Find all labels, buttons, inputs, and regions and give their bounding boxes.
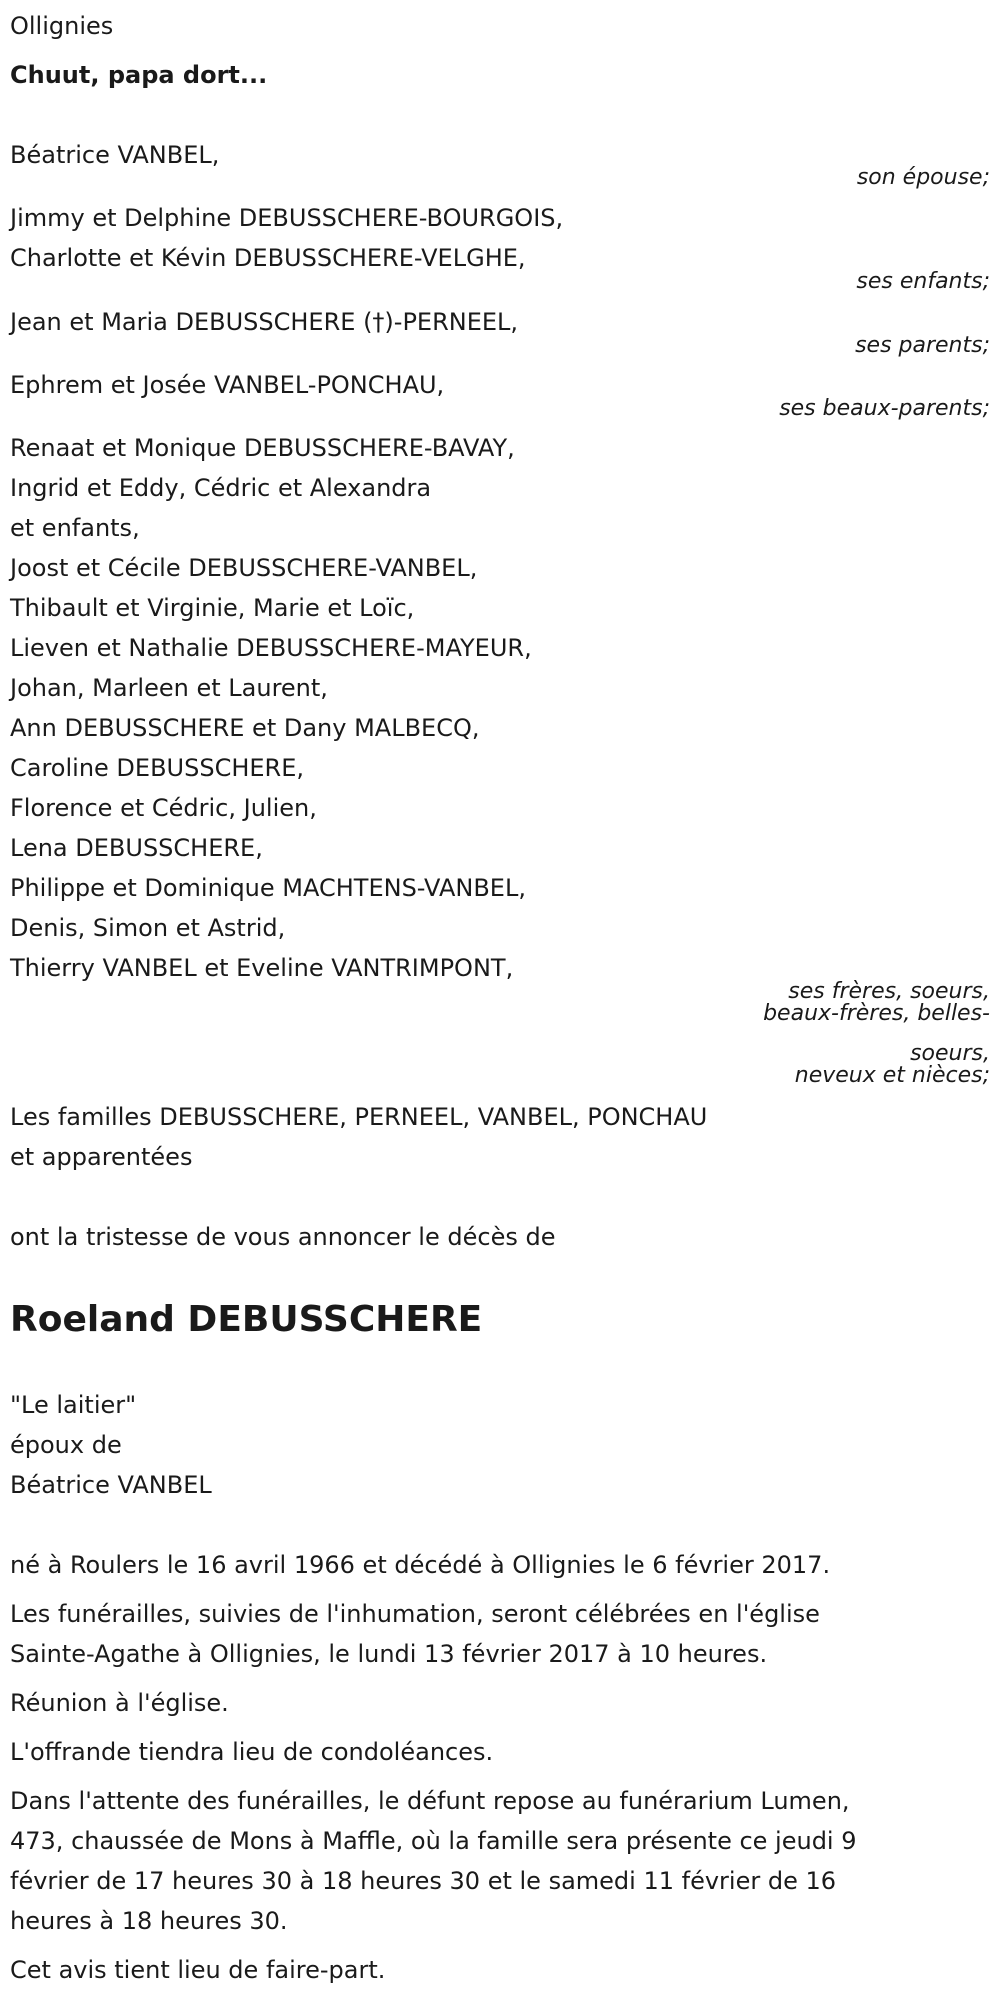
visitation-line: Dans l'attente des funérailles, le défunt repose au funérarium Lumen, [10, 1787, 850, 1815]
in-laws-role: ses beaux-parents; [779, 396, 990, 421]
spouse-name: Béatrice VANBEL [10, 1471, 212, 1499]
location: Ollignies [10, 12, 114, 40]
families-line: Les familles DEBUSSCHERE, PERNEEL, VANBEL, PONCHAU [10, 1103, 708, 1131]
sibling-line: Caroline DEBUSSCHERE, [10, 754, 305, 782]
siblings-role-line: neveux et nièces; [794, 1063, 990, 1088]
sibling-line: Denis, Simon et Astrid, [10, 914, 286, 942]
sibling-line: Johan, Marleen et Laurent, [10, 674, 328, 702]
sibling-line: Lieven et Nathalie DEBUSSCHERE-MAYEUR, [10, 634, 532, 662]
deceased-name: Roeland DEBUSSCHERE [10, 1299, 483, 1340]
sibling-line: Florence et Cédric, Julien, [10, 794, 317, 822]
wife-role: son épouse; [856, 165, 990, 190]
birth-death: né à Roulers le 16 avril 1966 et décédé à Ollignies le 6 février 2017. [10, 1551, 831, 1579]
sibling-line: Thierry VANBEL et Eveline VANTRIMPONT, [10, 954, 514, 982]
sibling-line: Philippe et Dominique MACHTENS-VANBEL, [10, 874, 526, 902]
funeral-line: Les funérailles, suivies de l'inhumation, seront célébrées en l'église [10, 1600, 820, 1628]
parents-line: Jean et Maria DEBUSSCHERE (†)-PERNEEL, [10, 308, 519, 336]
sibling-line: Joost et Cécile DEBUSSCHERE-VANBEL, [10, 554, 478, 582]
sibling-line: et enfants, [10, 514, 140, 542]
siblings-role-line: soeurs, [910, 1041, 990, 1066]
meeting-note: Réunion à l'église. [10, 1689, 229, 1717]
announcement: ont la tristesse de vous annoncer le décès de [10, 1223, 556, 1251]
child-line: Charlotte et Kévin DEBUSSCHERE-VELGHE, [10, 244, 526, 272]
wife-name: Béatrice VANBEL, [10, 141, 220, 169]
sibling-line: Renaat et Monique DEBUSSCHERE-BAVAY, [10, 434, 515, 462]
deceased-nickname: "Le laitier" [10, 1391, 137, 1419]
siblings-role-line: ses frères, soeurs, [788, 979, 990, 1004]
child-line: Jimmy et Delphine DEBUSSCHERE-BOURGOIS, [10, 204, 564, 232]
visitation-line: heures à 18 heures 30. [10, 1907, 288, 1935]
visitation-line: février de 17 heures 30 à 18 heures 30 et le samedi 11 février de 16 [10, 1867, 837, 1895]
funeral-line: Sainte-Agathe à Ollignies, le lundi 13 février 2017 à 10 heures. [10, 1640, 768, 1668]
closing-note: Cet avis tient lieu de faire-part. [10, 1956, 386, 1984]
offering-note: L'offrande tiendra lieu de condoléances. [10, 1738, 494, 1766]
families-line: et apparentées [10, 1143, 193, 1171]
spouse-label: époux de [10, 1431, 122, 1459]
sibling-line: Ingrid et Eddy, Cédric et Alexandra [10, 474, 432, 502]
visitation-line: 473, chaussée de Mons à Maffle, où la famille sera présente ce jeudi 9 [10, 1827, 857, 1855]
subtitle: Chuut, papa dort... [10, 61, 268, 89]
sibling-line: Ann DEBUSSCHERE et Dany MALBECQ, [10, 714, 480, 742]
children-role: ses enfants; [856, 269, 990, 294]
sibling-line: Thibault et Virginie, Marie et Loïc, [10, 594, 415, 622]
in-laws-line: Ephrem et Josée VANBEL-PONCHAU, [10, 371, 445, 399]
sibling-line: Lena DEBUSSCHERE, [10, 834, 263, 862]
siblings-role-line: beaux-frères, belles- [763, 1001, 990, 1026]
parents-role: ses parents; [855, 333, 990, 358]
